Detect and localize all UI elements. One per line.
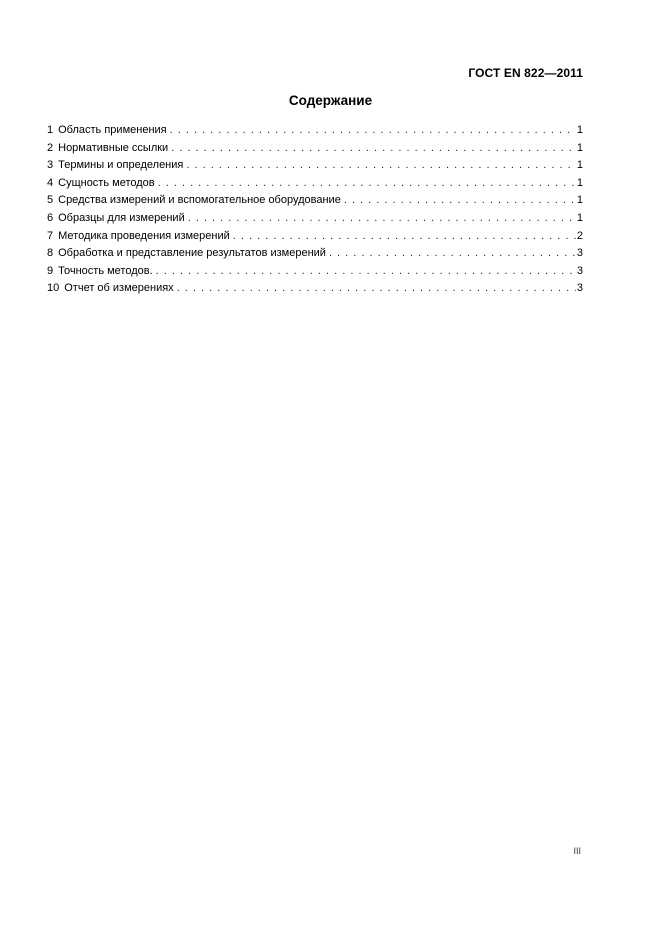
toc-entry-page: 1 xyxy=(576,141,583,154)
toc-entry-number: 3 xyxy=(47,159,54,172)
toc-entry-page: 1 xyxy=(576,176,583,189)
toc-entry-title: Точность методов. xyxy=(58,264,153,277)
toc-entry-6[interactable] xyxy=(47,210,583,228)
dot-leader xyxy=(233,228,576,246)
toc-entry-title: Методика проведения измерений xyxy=(58,229,230,242)
toc-entry-title: Нормативные ссылки xyxy=(58,141,169,154)
toc-entry-number: 4 xyxy=(47,176,54,189)
toc-entry-3[interactable] xyxy=(47,157,583,175)
toc-entry-title: Обработка и представление результатов измерений xyxy=(58,247,326,260)
dot-leader xyxy=(186,157,576,175)
toc-entry-5[interactable] xyxy=(47,192,583,210)
toc-entry-page: 1 xyxy=(576,124,583,136)
dot-leader xyxy=(170,122,576,140)
dot-leader xyxy=(329,245,576,263)
dot-leader xyxy=(177,280,576,298)
toc-entry-page: 2 xyxy=(576,229,583,242)
toc-entry-4[interactable] xyxy=(47,175,583,193)
toc-entry-page: 3 xyxy=(576,264,583,277)
toc-entry-9[interactable] xyxy=(47,263,583,281)
toc-entry-title: Отчет об измерениях xyxy=(64,282,174,295)
toc-entry-title: Сущность методов xyxy=(58,176,155,189)
toc-entry-7[interactable] xyxy=(47,228,583,246)
toc-entry-number: 5 xyxy=(47,194,54,207)
toc-entry-title: Средства измерений и вспомогательное оборудование xyxy=(58,194,341,207)
toc-entry-number: 9 xyxy=(47,264,54,277)
toc-entry-title: Область применения xyxy=(58,124,167,136)
toc-entry-8[interactable] xyxy=(47,245,583,263)
dot-leader xyxy=(158,175,576,193)
toc-entry-page: 3 xyxy=(576,247,583,260)
toc-title: Содержание xyxy=(288,93,373,108)
toc-entry-number: 7 xyxy=(47,229,54,242)
toc-entry-number: 1 xyxy=(47,124,54,136)
toc-entry-page: 1 xyxy=(576,211,583,224)
toc-entry-page: 1 xyxy=(576,194,583,207)
document-code: ГОСТ EN 822—2011 xyxy=(468,66,583,80)
toc-entry-10[interactable] xyxy=(47,280,583,298)
toc-entry-number: 10 xyxy=(47,282,60,295)
toc-entry-number: 2 xyxy=(47,141,54,154)
toc-entry-title: Образцы для измерений xyxy=(58,211,185,224)
dot-leader xyxy=(171,140,576,158)
dot-leader xyxy=(344,192,576,210)
dot-leader xyxy=(188,210,576,228)
toc-entry-number: 6 xyxy=(47,211,54,224)
toc-entry-page: 3 xyxy=(576,282,583,295)
toc-entry-page: 1 xyxy=(576,159,583,172)
toc-entry-title: Термины и определения xyxy=(58,159,184,172)
toc-entry-2[interactable] xyxy=(47,140,583,158)
toc-entry-number: 8 xyxy=(47,247,54,260)
dot-leader xyxy=(156,263,576,281)
toc-entry-1[interactable] xyxy=(47,122,583,140)
table-of-contents xyxy=(47,122,583,298)
page-number: III xyxy=(573,846,581,856)
